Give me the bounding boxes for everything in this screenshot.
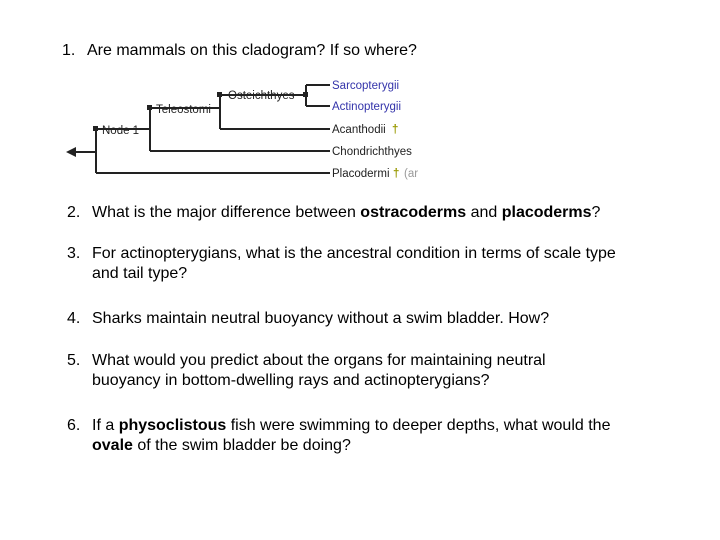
question-6 bbox=[67, 416, 610, 456]
term-physoclistous: physoclistous bbox=[118, 417, 227, 434]
question-number: 4. bbox=[67, 310, 81, 327]
taxon-truncated-label: (ar bbox=[404, 168, 419, 180]
cladogram bbox=[0, 0, 720, 200]
node-label-osteichthyes: Osteichthyes bbox=[228, 90, 295, 102]
question-text: What would you predict about the organs for maintaining neutral bbox=[92, 352, 546, 369]
question-text: and bbox=[466, 204, 502, 221]
term-placoderms: placoderms bbox=[501, 204, 592, 221]
sarco-actino-marker bbox=[303, 92, 308, 97]
extinct-dagger-icon: † bbox=[393, 168, 400, 180]
question-5 bbox=[67, 351, 546, 391]
question-number: 1. bbox=[62, 42, 76, 59]
root-arrow-icon bbox=[66, 147, 76, 157]
question-3 bbox=[67, 244, 616, 284]
question-number: 2. bbox=[67, 204, 81, 221]
teleostomi-marker bbox=[147, 105, 152, 110]
term-ostracoderms: ostracoderms bbox=[360, 204, 467, 221]
taxon-chondrichthyes: Chondrichthyes bbox=[332, 146, 412, 158]
node1-marker bbox=[93, 126, 98, 131]
question-text: For actinopterygians, what is the ancestral condition in terms of scale type bbox=[92, 245, 616, 262]
question-number: 3. bbox=[67, 245, 81, 262]
question-text: fish were swimming to deeper depths, what would the bbox=[226, 417, 611, 434]
question-number: 5. bbox=[67, 352, 81, 369]
question-text: ? bbox=[591, 204, 601, 221]
question-text: Are mammals on this cladogram? If so where? bbox=[87, 42, 417, 59]
taxon-acanthodii: Acanthodii bbox=[332, 124, 386, 136]
node-label-node1: Node 1 bbox=[102, 125, 140, 137]
question-4 bbox=[67, 309, 549, 329]
question-text-continued: of the swim bladder be doing? bbox=[132, 437, 351, 454]
osteichthyes-marker bbox=[217, 92, 222, 97]
question-text-continued: buoyancy in bottom-dwelling rays and actinopterygians? bbox=[92, 372, 490, 389]
question-2 bbox=[67, 203, 600, 223]
taxon-link-actinopterygii[interactable]: Actinopterygii bbox=[332, 101, 402, 113]
term-ovale: ovale bbox=[92, 437, 133, 454]
taxon-link-sarcopterygii[interactable]: Sarcopterygii bbox=[332, 80, 400, 92]
extinct-dagger-icon: † bbox=[392, 124, 399, 136]
question-text: If a bbox=[92, 417, 119, 434]
question-text: What is the major difference between bbox=[92, 204, 361, 221]
taxon-placodermi: Placodermi bbox=[332, 168, 390, 180]
node-label-teleostomi: Teleostomi bbox=[156, 104, 211, 116]
question-text: Sharks maintain neutral buoyancy without a swim bladder. How? bbox=[92, 310, 550, 327]
question-text-continued: and tail type? bbox=[92, 265, 188, 282]
question-number: 6. bbox=[67, 417, 81, 434]
